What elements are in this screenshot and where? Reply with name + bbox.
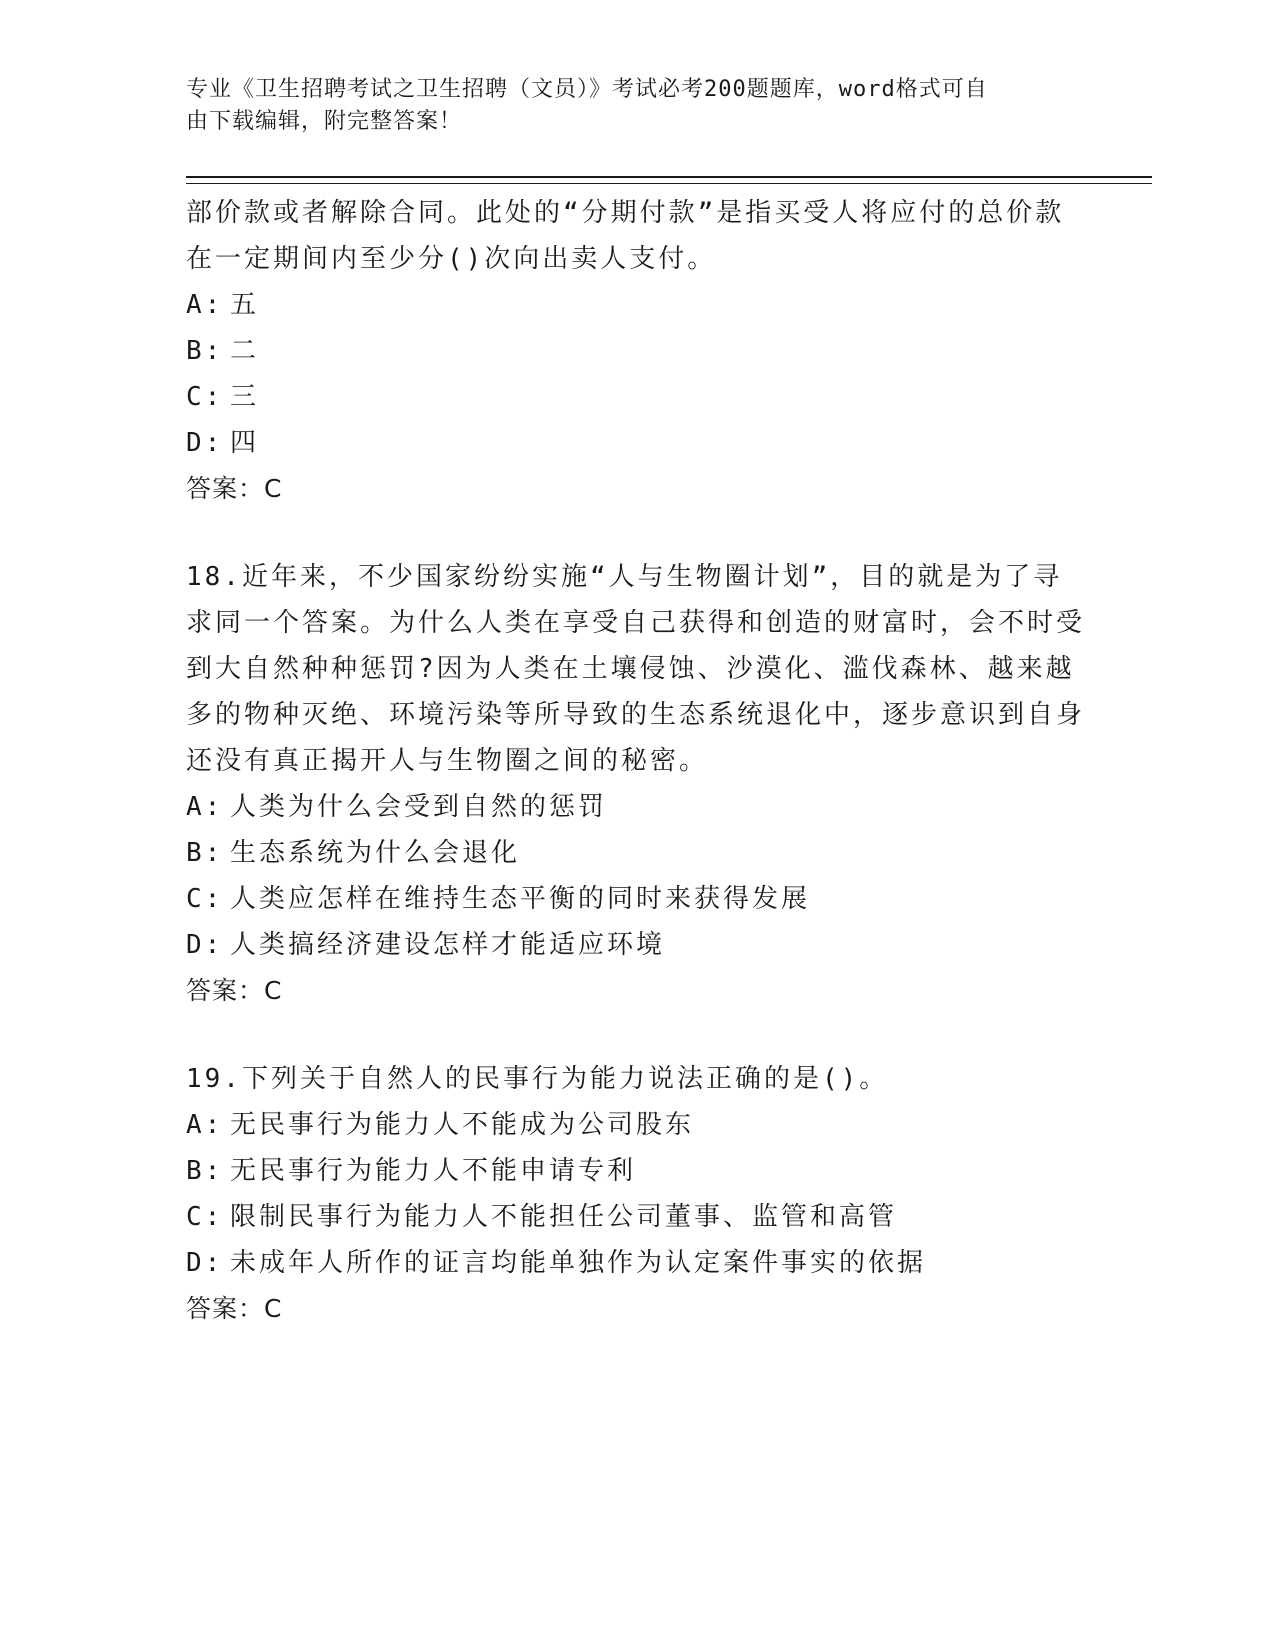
answer-line: 答案：C <box>186 474 283 503</box>
header-rule-thick <box>186 176 1152 178</box>
option-a <box>186 282 1086 328</box>
option-a <box>186 1102 1086 1148</box>
option-text: 二 <box>230 336 260 366</box>
question-block <box>186 1056 1086 1332</box>
option-b <box>186 1148 1086 1194</box>
question-block <box>186 554 1086 1014</box>
option-a <box>186 784 1086 830</box>
option-key: C: <box>186 382 224 412</box>
header-line-2: 由下载编辑，附完整答案！ <box>186 109 463 134</box>
option-d <box>186 922 1086 968</box>
question-block <box>186 190 1086 512</box>
option-key: D: <box>186 428 224 458</box>
question-list <box>186 190 1086 1332</box>
option-key: B: <box>186 336 224 366</box>
spacer <box>186 1014 1086 1056</box>
option-c <box>186 374 1086 420</box>
option-key: B: <box>186 838 224 868</box>
option-text: 五 <box>230 290 260 320</box>
question-text: 部价款或者解除合同。此处的“分期付款”是指买受人将应付的总价款在一定期间内至少分()次向出卖人支付。 <box>186 198 1065 274</box>
header-line-1: 专业《卫生招聘考试之卫生招聘（文员）》考试必考200题题库，word格式可自 <box>186 77 988 102</box>
option-text: 人类搞经济建设怎样才能适应环境 <box>230 930 666 960</box>
option-key: C: <box>186 884 224 914</box>
option-key: C: <box>186 1202 224 1232</box>
option-text: 生态系统为什么会退化 <box>230 838 521 868</box>
option-text: 无民事行为能力人不能申请专利 <box>230 1156 637 1186</box>
option-key: D: <box>186 1248 224 1278</box>
question-text: 19.下列关于自然人的民事行为能力说法正确的是()。 <box>186 1064 889 1094</box>
spacer <box>186 512 1086 554</box>
answer-line: 答案：C <box>186 976 283 1005</box>
option-c <box>186 876 1086 922</box>
option-d <box>186 1240 1086 1286</box>
option-key: A: <box>186 1110 224 1140</box>
option-key: A: <box>186 290 224 320</box>
option-key: B: <box>186 1156 224 1186</box>
header-rule-thin <box>186 183 1152 184</box>
option-text: 无民事行为能力人不能成为公司股东 <box>230 1110 695 1140</box>
option-text: 未成年人所作的证言均能单独作为认定案件事实的依据 <box>230 1248 927 1278</box>
option-d <box>186 420 1086 466</box>
option-text: 人类为什么会受到自然的惩罚 <box>230 792 608 822</box>
document-header <box>186 74 1066 138</box>
option-b <box>186 830 1086 876</box>
option-text: 四 <box>230 428 260 458</box>
option-b <box>186 328 1086 374</box>
option-key: D: <box>186 930 224 960</box>
option-text: 限制民事行为能力人不能担任公司董事、监管和高管 <box>230 1202 898 1232</box>
question-text: 18.近年来，不少国家纷纷实施“人与生物圈计划”，目的就是为了寻求同一个答案。为什么人类在享受自己获得和创造的财富时，会不时受到大自然种种惩罚?因为人类在土壤侵蚀、沙漠化、滥伐森林、越来越多的物种灭绝、环境污染等所导致的生态系统退化中，逐步意识到自身还没有真正揭开人与生物圈之间的秘密。 <box>186 562 1086 776</box>
option-c <box>186 1194 1086 1240</box>
option-text: 三 <box>230 382 260 412</box>
option-text: 人类应怎样在维持生态平衡的同时来获得发展 <box>230 884 811 914</box>
answer-line: 答案：C <box>186 1294 283 1323</box>
option-key: A: <box>186 792 224 822</box>
